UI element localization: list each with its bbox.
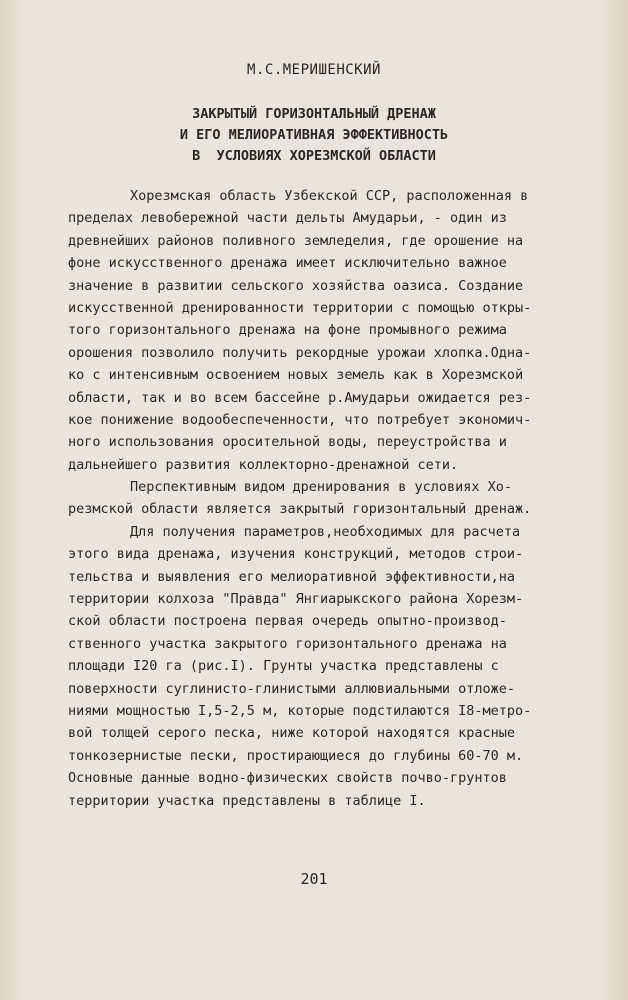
text-line: ного использования оросительной воды, переустройства и — [68, 434, 507, 451]
title-line: ЗАКРЫТЫЙ ГОРИЗОНТАЛЬНЫЙ ДРЕНАЖ — [192, 106, 436, 122]
text-line: значение в развитии сельского хозяйства оазиса. Создание — [68, 277, 524, 294]
text-line: вой толщей серого песка, ниже которой находятся красные — [68, 725, 516, 742]
text-line: того горизонтального дренажа на фоне промывного режима — [68, 322, 507, 339]
text-line: ственного участка закрытого горизонтального дренажа на — [68, 635, 507, 652]
text-line: этого вида дренажа, изучения конструкций, методов строи- — [68, 546, 524, 563]
text-line: искусственной дренированности территории с помощью откры- — [68, 299, 532, 316]
title-line: В УСЛОВИЯХ ХОРЕЗМСКОЙ ОБЛАСТИ — [192, 148, 436, 164]
text-line: пределах левобережной части дельты Амударьи, - один из — [68, 210, 507, 227]
text-line: резмской области является закрытый горизонтальный дренаж. — [68, 501, 532, 518]
text-line: площади I20 га (рис.I). Грунты участка представлены с — [68, 658, 499, 675]
text-line: тельства и выявления его мелиоративной эффективности,на — [68, 568, 516, 585]
text-line: тонкозернистые пески, простирающиеся до глубины 60-70 м. — [68, 747, 524, 764]
text-line: Хорезмская область Узбекской ССР, расположенная в — [130, 188, 529, 204]
text-line: ниями мощностью I,5-2,5 м, которые подстилаются I8-метро- — [68, 702, 532, 719]
text-line: фоне искусственного дренажа имеет исключительно важное — [68, 255, 507, 272]
text-line: Основные данные водно-физических свойств почво-грунтов — [68, 770, 507, 787]
text-line: дальнейшего развития коллекторно-дренажной сети. — [68, 456, 459, 473]
text-line: древнейших районов поливного земледелия, где орошение на — [68, 232, 524, 249]
text-line: Перспективным видом дренирования в условиях Хо- — [130, 479, 513, 496]
text-line: территории колхоза "Правда" Янгиарыкского района Хорезм- — [68, 591, 524, 608]
text-line: ко с интенсивным освоением новых земель как в Хорезмской — [68, 367, 524, 384]
text-line: поверхности суглинисто-глинистыми аллювиальными отложе- — [68, 680, 516, 697]
title-line: И ЕГО МЕЛИОРАТИВНАЯ ЭФФЕКТИВНОСТЬ — [179, 127, 449, 143]
text-line: ской области построена первая очередь опытно-производ- — [68, 613, 507, 630]
author-name: М.С.МЕРИШЕНСКИЙ — [247, 62, 381, 78]
text-line: территории участка представлены в таблице I. — [68, 792, 426, 809]
text-line: кое понижение водообеспеченности, что потребует экономич- — [68, 411, 532, 428]
body-text — [68, 185, 568, 812]
text-line: орошения позволило получить рекордные урожаи хлопка.Одна- — [68, 344, 532, 361]
text-line: Для получения параметров,необходимых для расчета — [130, 523, 521, 540]
text-line: области, так и во всем бассейне р.Амударьи ожидается рез- — [68, 389, 532, 406]
article-title — [0, 104, 628, 167]
page-number: 201 — [300, 870, 328, 888]
